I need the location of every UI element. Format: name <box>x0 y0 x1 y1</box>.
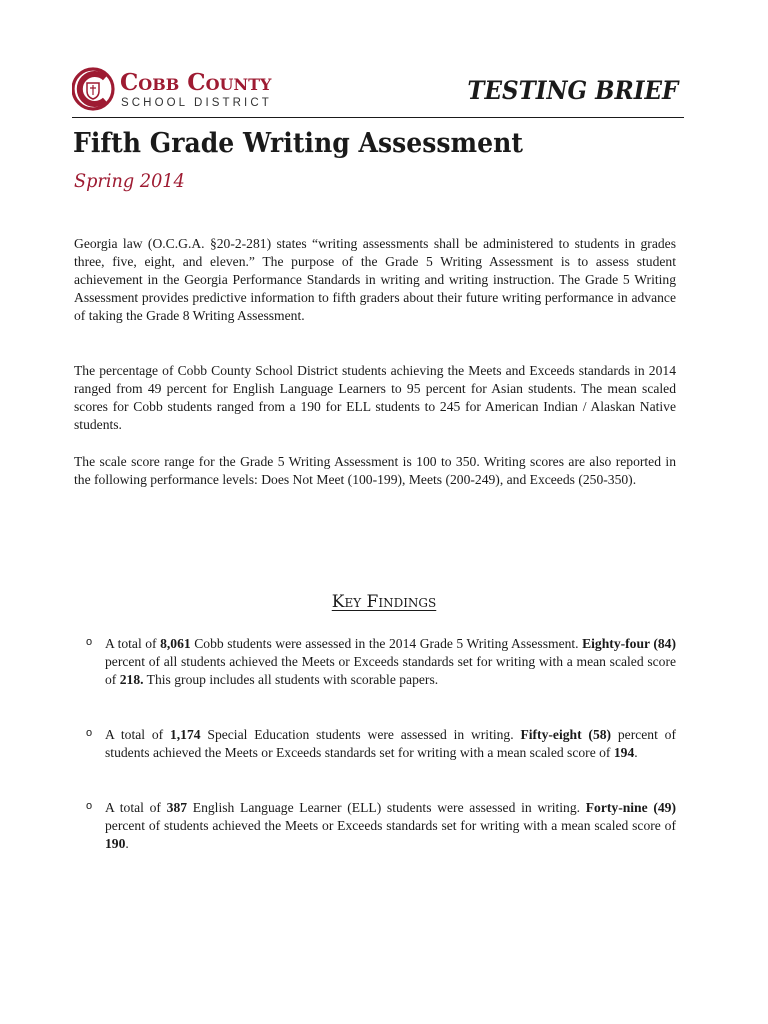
page-title: Fifth Grade Writing Assessment <box>73 128 523 159</box>
bullet-icon: o <box>86 727 93 739</box>
finding-text: A total of 387 English Language Learner (ELL) students were assessed in writing. Forty-nine (49) percent of students achieved the Meets or Exceeds standards set for writing with a mean scaled score of 190. <box>105 800 677 851</box>
page-subtitle: Spring 2014 <box>74 170 185 192</box>
finding-text: A total of 1,174 Special Education students were assessed in writing. Fifty-eight (58) percent of students achieved the Meets or Exceeds standards set for writing with a mean scaled score of 194. <box>105 727 677 760</box>
logo-subtitle: SCHOOL DISTRICT <box>121 97 272 109</box>
seal-icon <box>72 66 116 112</box>
bullet-icon: o <box>86 636 93 648</box>
bullet-icon: o <box>86 800 93 812</box>
district-logo <box>72 66 312 114</box>
finding-text: A total of 8,061 Cobb students were assessed in the 2014 Grade 5 Writing Assessment. Eighty-four (84) percent of all students achieved the Meets or Exceeds standards set for writing with a mean scaled score of 218. This group includes all students with scorable papers. <box>105 636 676 687</box>
document-type: TESTING BRIEF <box>467 76 678 105</box>
header <box>72 66 684 116</box>
paragraph-scale-score: The scale score range for the Grade 5 Writing Assessment is 100 to 350. Writing scores are also reported in the following performance levels: Does Not Meet (100-199), Meets (200-249), and Exceeds (250-350). <box>74 454 676 487</box>
logo-name: Cobb County <box>120 69 272 96</box>
paragraph-georgia-law: Georgia law (O.C.G.A. §20-2-281) states “writing assessments shall be administered to students in grades three, five, eight, and eleven.” The purpose of the Grade 5 Writing Assessment is to assess student achievement in the Georgia Performance Standards in writing and writing instruction. The Grade 5 Writing Assessment provides predictive information to fifth graders about their future writing performance in advance of taking the Grade 8 Writing Assessment. <box>74 236 676 323</box>
paragraph-percentages: The percentage of Cobb County School District students achieving the Meets and Exceeds standards in 2014 ranged from 49 percent for English Language Learners to 95 percent for Asian students. The mean scaled scores for Cobb students ranged from a 190 for ELL students to 245 for American Indian / Alaskan Native students. <box>74 363 676 432</box>
key-findings-heading: Key Findings <box>331 592 437 612</box>
header-divider <box>72 117 684 118</box>
